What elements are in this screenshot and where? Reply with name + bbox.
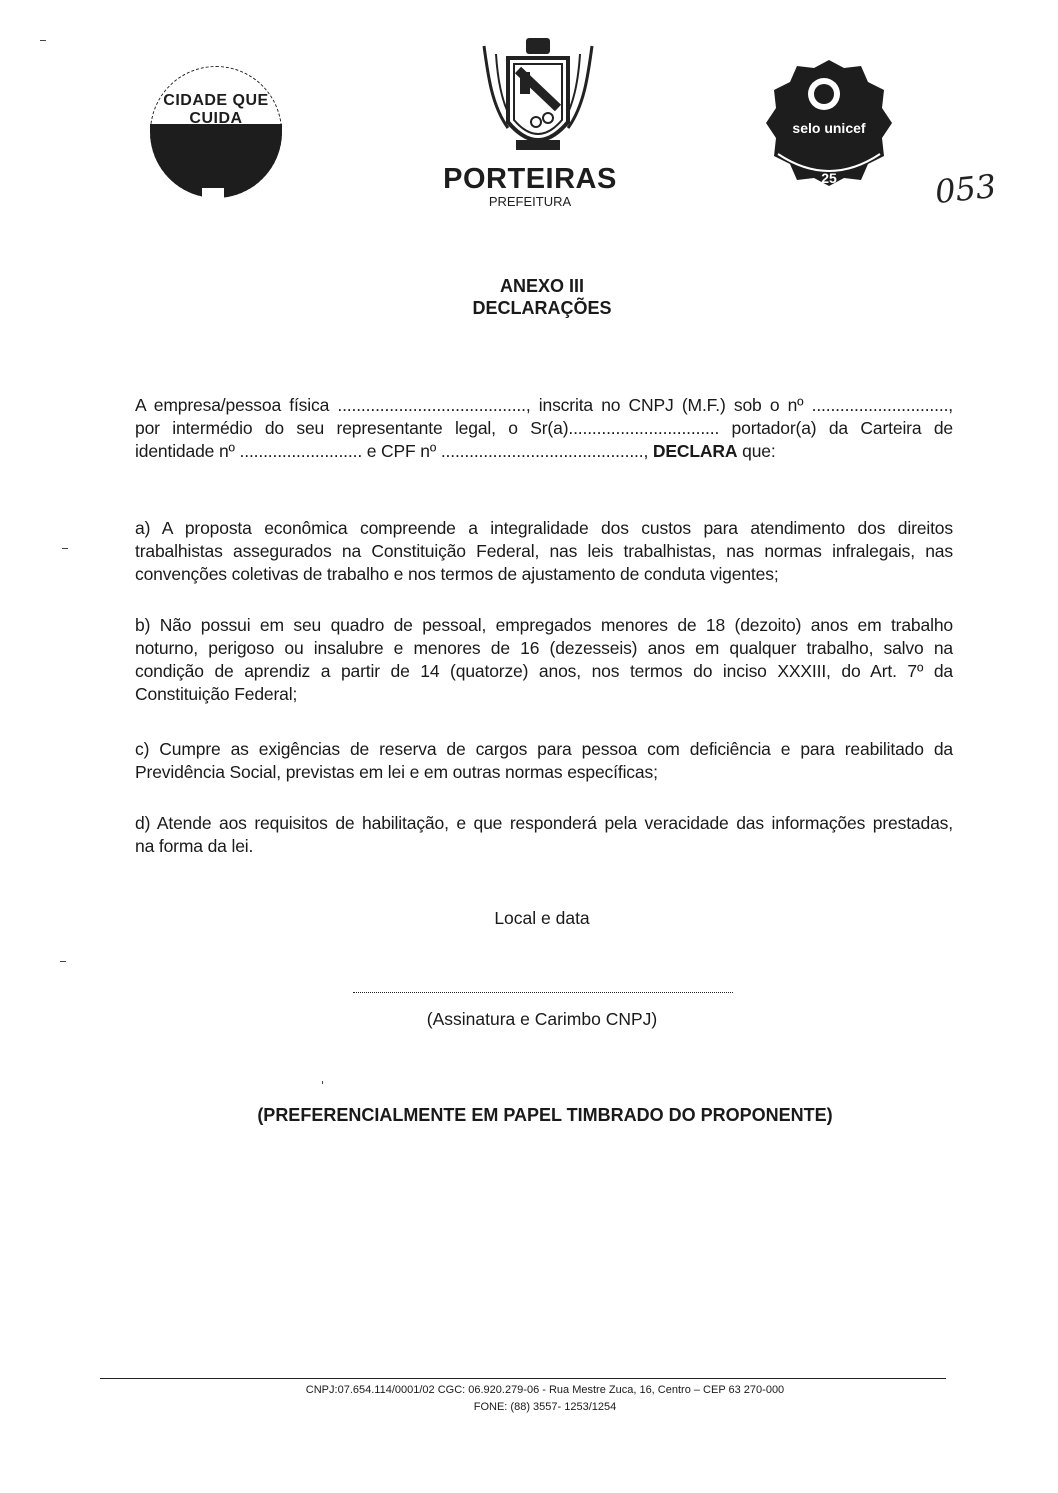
item-a-paragraph	[135, 517, 953, 586]
item-d-line: na forma da lei.	[135, 836, 254, 856]
signature-label: (Assinatura e Carimbo CNPJ)	[426, 1009, 658, 1029]
scan-speck	[60, 961, 66, 962]
item-c-paragraph	[135, 738, 953, 784]
cidade-que-cuida-logo	[150, 66, 282, 198]
place-and-date: Local e data	[494, 908, 590, 928]
document-title: DECLARAÇÕES	[472, 298, 612, 318]
seal-number: 25	[821, 170, 837, 186]
item-b-line: noturno, perigoso ou insalubre e menores de 16 (dezesseis) anos em qualquer trabalho, salvo na	[135, 638, 953, 658]
footer-registration: CNPJ:07.654.114/0001/02 CGC: 06.920.279-06 - Rua Mestre Zuca, 16, Centro – CEP 63 270-000	[305, 1384, 785, 1396]
signature-line	[353, 992, 733, 993]
brand-name: PORTEIRAS	[443, 163, 617, 195]
item-a-line: a) A proposta econômica compreende a integralidade dos custos para atendimento dos direitos	[135, 518, 953, 538]
item-d-line: d) Atende aos requisitos de habilitação, e que responderá pela veracidade das informações prestadas,	[135, 813, 953, 833]
scan-speck	[322, 1081, 323, 1084]
intro-line-last	[135, 440, 953, 463]
item-d-paragraph	[135, 812, 953, 858]
intro-line: por intermédio do seu representante legal, o Sr(a)................................ portador(a) da Carteira de	[135, 418, 953, 438]
logo-left-text: CIDADE QUE CUIDA	[163, 92, 269, 127]
brand-subtitle: PREFEITURA	[488, 194, 572, 209]
item-c-line: Previdência Social, previstas em lei e em outras normas específicas;	[135, 762, 658, 782]
intro-last-suffix: que:	[737, 441, 776, 461]
item-a-line: trabalhistas assegurados na Constituição Federal, nas leis trabalhistas, nas normas infralegais, nas	[135, 541, 953, 561]
porteiras-coat-of-arms-icon	[478, 36, 598, 160]
footer-divider	[100, 1378, 946, 1379]
item-c-line: c) Cumpre as exigências de reserva de cargos para pessoa com deficiência e para reabilitado da	[135, 739, 953, 759]
seal-text: selo unicef	[792, 120, 866, 136]
item-b-line: Constituição Federal;	[135, 684, 298, 704]
letterhead-note: (PREFERENCIALMENTE EM PAPEL TIMBRADO DO PROPONENTE)	[257, 1105, 833, 1125]
footer-phone: FONE: (88) 3557- 1253/1254	[473, 1401, 617, 1413]
item-a-line: convenções coletivas de trabalho e nos termos de ajustamento de conduta vigentes;	[135, 564, 779, 584]
scan-speck	[62, 548, 68, 549]
intro-last-prefix: identidade nº .......................... e CPF nº ...........................................,	[135, 441, 653, 461]
handwritten-page-number: 053	[933, 166, 998, 212]
declara-keyword: DECLARA	[652, 441, 738, 461]
item-b-line: b) Não possui em seu quadro de pessoal, empregados menores de 18 (dezoito) anos em trabalho	[135, 615, 953, 635]
item-b-line: condição de aprendiz a partir de 14 (quatorze) anos, nos termos do inciso XXXIII, do Art. 7º da	[135, 661, 953, 681]
annex-heading: ANEXO III	[499, 276, 584, 296]
item-b-paragraph	[135, 614, 953, 706]
scan-speck	[40, 40, 46, 41]
unicef-seal-logo	[764, 58, 894, 188]
intro-paragraph	[135, 394, 953, 463]
intro-line: A empresa/pessoa física ........................................, inscrita no CNPJ (M.F.) sob o nº .............................,	[135, 395, 953, 415]
